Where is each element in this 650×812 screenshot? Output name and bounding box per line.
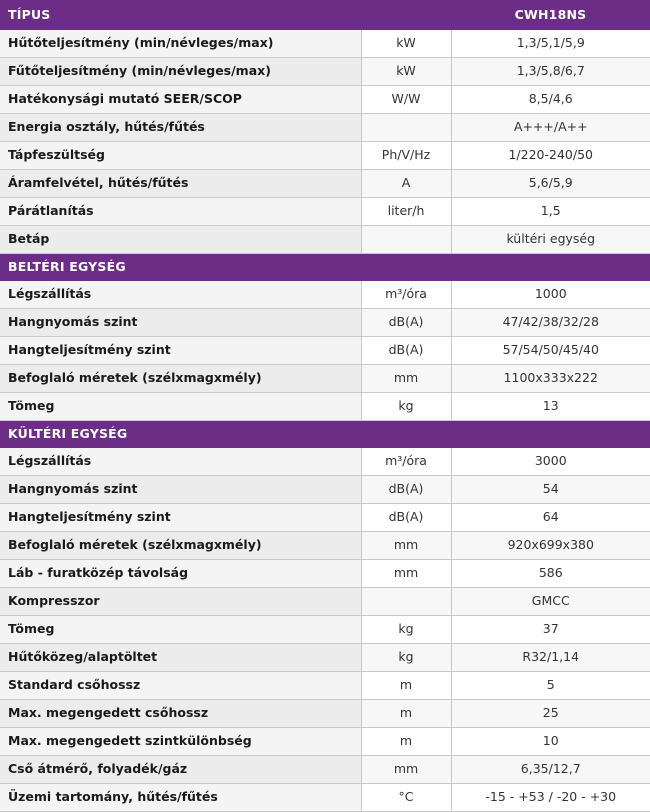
spec-unit: kg [361,644,451,672]
spec-label: Hangnyomás szint [0,309,361,337]
spec-label: Cső átmérő, folyadék/gáz [0,756,361,784]
spec-label: Energia osztály, hűtés/fűtés [0,114,361,142]
table-row [0,784,650,812]
spec-unit: m³/óra [361,281,451,309]
table-row [0,86,650,114]
spec-label: Hűtőteljesítmény (min/névleges/max) [0,30,361,58]
spec-unit: mm [361,756,451,784]
table-row [0,281,650,309]
table-row [0,365,650,393]
spec-value: 1/220-240/50 [451,142,650,170]
spec-label: Párátlanítás [0,198,361,226]
table-header-row [0,0,650,30]
spec-value: A+++/A++ [451,114,650,142]
spec-unit [361,588,451,616]
spec-value: 1000 [451,281,650,309]
spec-label: Hatékonysági mutató SEER/SCOP [0,86,361,114]
spec-value: 1,3/5,1/5,9 [451,30,650,58]
spec-label: Láb - furatközép távolság [0,560,361,588]
spec-unit: kW [361,30,451,58]
spec-unit: A [361,170,451,198]
table-row [0,393,650,421]
spec-value: 57/54/50/45/40 [451,337,650,365]
spec-value: GMCC [451,588,650,616]
spec-label: Max. megengedett szintkülönbség [0,728,361,756]
spec-value: 3000 [451,448,650,476]
spec-label: Tömeg [0,616,361,644]
spec-label: Hangnyomás szint [0,476,361,504]
spec-label: Hűtőközeg/alaptöltet [0,644,361,672]
spec-value: 47/42/38/32/28 [451,309,650,337]
spec-unit: m [361,700,451,728]
table-row [0,560,650,588]
spec-unit: m [361,728,451,756]
spec-value: 5 [451,672,650,700]
table-row [0,309,650,337]
table-row [0,644,650,672]
spec-unit: mm [361,560,451,588]
spec-label: Befoglaló méretek (szélxmagxmély) [0,365,361,393]
type-header: TÍPUS [0,0,451,30]
spec-unit: dB(A) [361,476,451,504]
table-row [0,476,650,504]
section-title: KÜLTÉRI EGYSÉG [0,421,650,449]
spec-label: Fűtőteljesítmény (min/névleges/max) [0,58,361,86]
table-row [0,198,650,226]
spec-label: Befoglaló méretek (szélxmagxmély) [0,532,361,560]
spec-value: 1100x333x222 [451,365,650,393]
spec-label: Üzemi tartomány, hűtés/fűtés [0,784,361,812]
spec-value: kültéri egység [451,226,650,254]
spec-value: 1,3/5,8/6,7 [451,58,650,86]
spec-label: Kompresszor [0,588,361,616]
spec-label: Légszállítás [0,281,361,309]
spec-label: Max. megengedett csőhossz [0,700,361,728]
spec-value: -15 - +53 / -20 - +30 [451,784,650,812]
spec-unit: mm [361,532,451,560]
spec-value: 64 [451,504,650,532]
table-row [0,170,650,198]
spec-value: 5,6/5,9 [451,170,650,198]
table-row [0,728,650,756]
spec-value: 6,35/12,7 [451,756,650,784]
spec-unit: °C [361,784,451,812]
spec-value: 586 [451,560,650,588]
spec-label: Betáp [0,226,361,254]
table-row [0,588,650,616]
table-row [0,756,650,784]
spec-unit: mm [361,365,451,393]
table-row [0,672,650,700]
spec-label: Tápfeszültség [0,142,361,170]
spec-label: Hangteljesítmény szint [0,504,361,532]
table-row [0,700,650,728]
section-indoor [0,254,650,282]
spec-unit: dB(A) [361,309,451,337]
spec-label: Hangteljesítmény szint [0,337,361,365]
spec-label: Standard csőhossz [0,672,361,700]
spec-unit: dB(A) [361,504,451,532]
spec-value: R32/1,14 [451,644,650,672]
spec-unit: m³/óra [361,448,451,476]
spec-value: 25 [451,700,650,728]
section-title: BELTÉRI EGYSÉG [0,254,650,282]
spec-value: 10 [451,728,650,756]
spec-unit: liter/h [361,198,451,226]
spec-unit: m [361,672,451,700]
spec-value: 8,5/4,6 [451,86,650,114]
spec-label: Tömeg [0,393,361,421]
spec-unit: W/W [361,86,451,114]
spec-unit: Ph/V/Hz [361,142,451,170]
model-name: CWH18NS [451,0,650,30]
table-row [0,532,650,560]
spec-unit [361,114,451,142]
section-outdoor [0,421,650,449]
spec-value: 1,5 [451,198,650,226]
table-row [0,504,650,532]
spec-label: Áramfelvétel, hűtés/fűtés [0,170,361,198]
spec-label: Légszállítás [0,448,361,476]
table-row [0,226,650,254]
table-row [0,448,650,476]
table-row [0,616,650,644]
table-row [0,30,650,58]
table-row [0,337,650,365]
spec-value: 37 [451,616,650,644]
table-row [0,58,650,86]
spec-unit: kW [361,58,451,86]
spec-value: 13 [451,393,650,421]
spec-value: 54 [451,476,650,504]
spec-unit: dB(A) [361,337,451,365]
table-row [0,114,650,142]
spec-value: 920x699x380 [451,532,650,560]
spec-unit: kg [361,616,451,644]
spec-unit [361,226,451,254]
spec-unit: kg [361,393,451,421]
table-row [0,142,650,170]
